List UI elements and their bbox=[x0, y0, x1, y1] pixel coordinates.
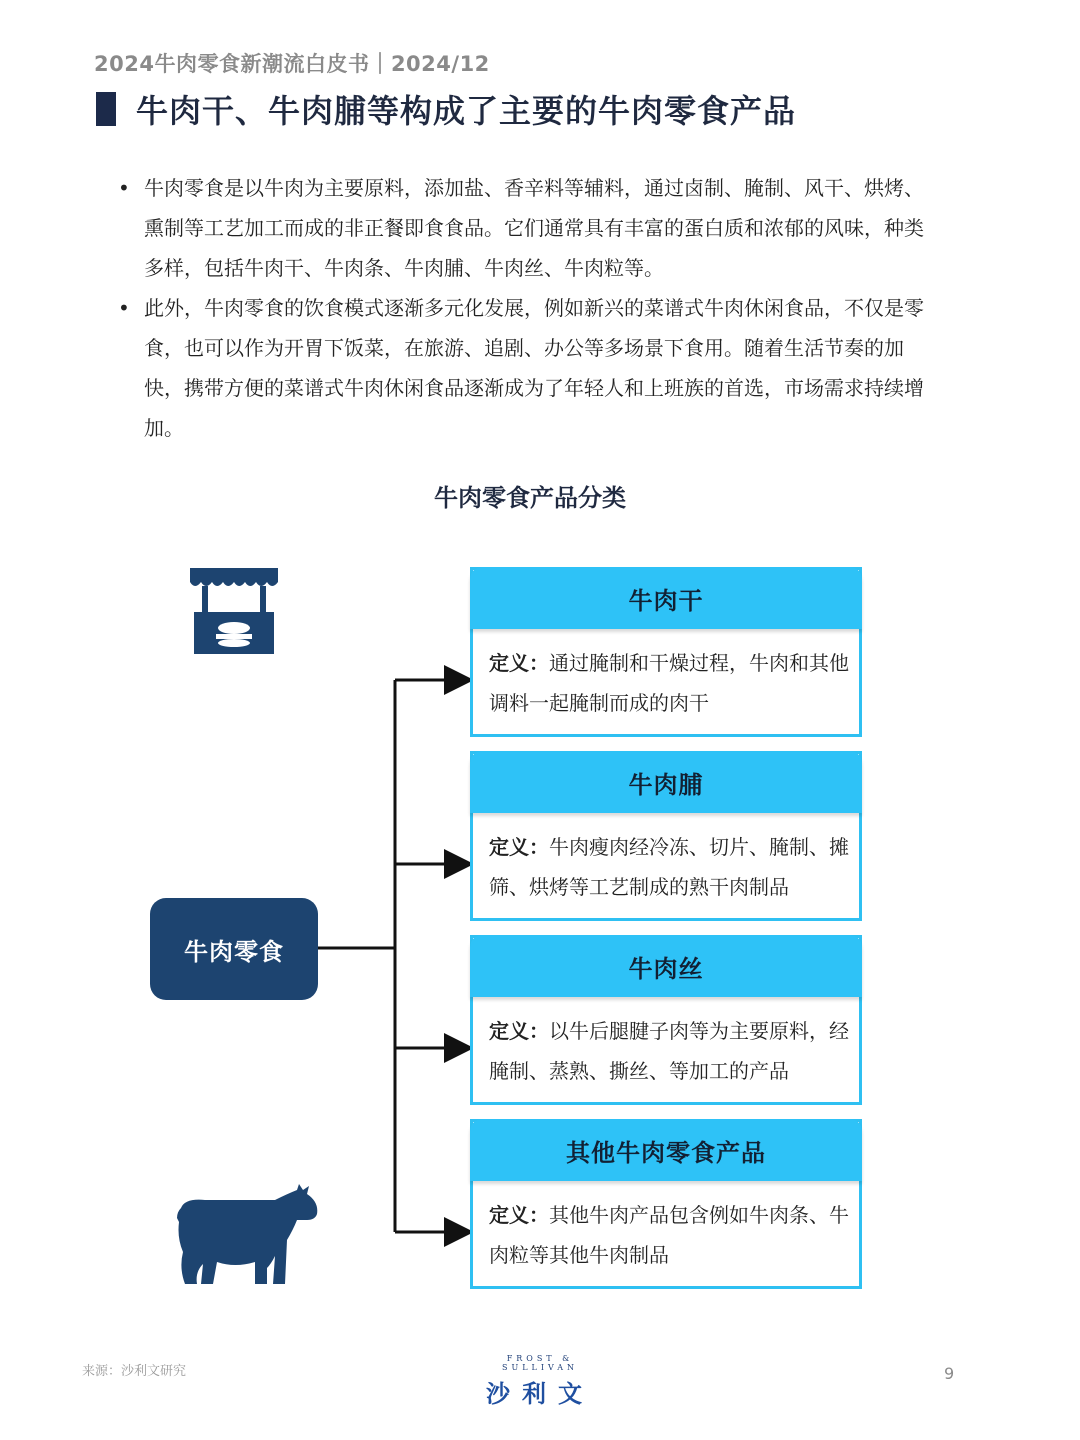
definition-label: 定义： bbox=[489, 1019, 549, 1043]
source-note: 来源：沙利文研究 bbox=[82, 1364, 187, 1379]
root-node-beef-snacks: 牛肉零食 bbox=[150, 898, 318, 1000]
category-card-beef-jerky bbox=[470, 567, 862, 737]
page-number: 9 bbox=[944, 1364, 955, 1383]
diagram-title: 牛肉零食产品分类 bbox=[434, 484, 626, 512]
definition-text: 通过腌制和干燥过程，牛肉和其他调料一起腌制而成的肉干 bbox=[489, 651, 849, 715]
page-title: 牛肉干、牛肉脯等构成了主要的牛肉零食产品 bbox=[136, 92, 797, 130]
definition-text: 牛肉瘦肉经冷冻、切片、腌制、摊筛、烘烤等工艺制成的熟干肉制品 bbox=[489, 835, 849, 899]
definition-label: 定义： bbox=[489, 651, 549, 675]
bullet-text: 牛肉零食是以牛肉为主要原料，添加盐、香辛料等辅料，通过卤制、腌制、风干、烘烤、熏制等工艺加工而成的非正餐即食食品。它们通常具有丰富的蛋白质和浓郁的风味，种类多样，包括牛肉干、牛肉条、牛肉脯、牛肉丝、牛肉粒等。 bbox=[144, 176, 924, 280]
category-card-beef-preserve bbox=[470, 751, 862, 921]
category-card-title: 其他牛肉零食产品 bbox=[470, 1119, 862, 1181]
logo-english-text: FROST & SULLIVAN bbox=[501, 1354, 579, 1372]
category-card-title: 牛肉干 bbox=[470, 567, 862, 629]
definition-text: 其他牛肉产品包含例如牛肉条、牛肉粒等其他牛肉制品 bbox=[489, 1203, 849, 1267]
frost-sullivan-logo bbox=[470, 1354, 610, 1409]
definition-label: 定义： bbox=[489, 1203, 549, 1227]
definition-label: 定义： bbox=[489, 835, 549, 859]
category-card-title: 牛肉丝 bbox=[470, 935, 862, 997]
category-card-definition bbox=[473, 997, 859, 1091]
bullet-dot: • bbox=[118, 296, 130, 320]
bullet-text: 此外，牛肉零食的饮食模式逐渐多元化发展，例如新兴的菜谱式牛肉休闲食品，不仅是零食，也可以作为开胃下饭菜，在旅游、追剧、办公等多场景下食用。随着生活节奏的加快，携带方便的菜谱式牛肉休闲食品逐渐成为了年轻人和上班族的首选，市场需求持续增加。 bbox=[144, 296, 924, 440]
category-card-title: 牛肉脯 bbox=[470, 751, 862, 813]
category-card-definition bbox=[473, 1181, 859, 1275]
document-header: 2024牛肉零食新潮流白皮书｜2024/12 bbox=[94, 52, 490, 76]
logo-chinese-text: 沙利文 bbox=[486, 1380, 594, 1408]
category-card-definition bbox=[473, 629, 859, 723]
category-card-definition bbox=[473, 813, 859, 907]
category-card-other-beef-snacks bbox=[470, 1119, 862, 1289]
category-card-shredded-beef bbox=[470, 935, 862, 1105]
definition-text: 以牛后腿腱子肉等为主要原料，经腌制、蒸熟、撕丝、等加工的产品 bbox=[489, 1019, 849, 1083]
bullet-dot: • bbox=[118, 176, 130, 200]
